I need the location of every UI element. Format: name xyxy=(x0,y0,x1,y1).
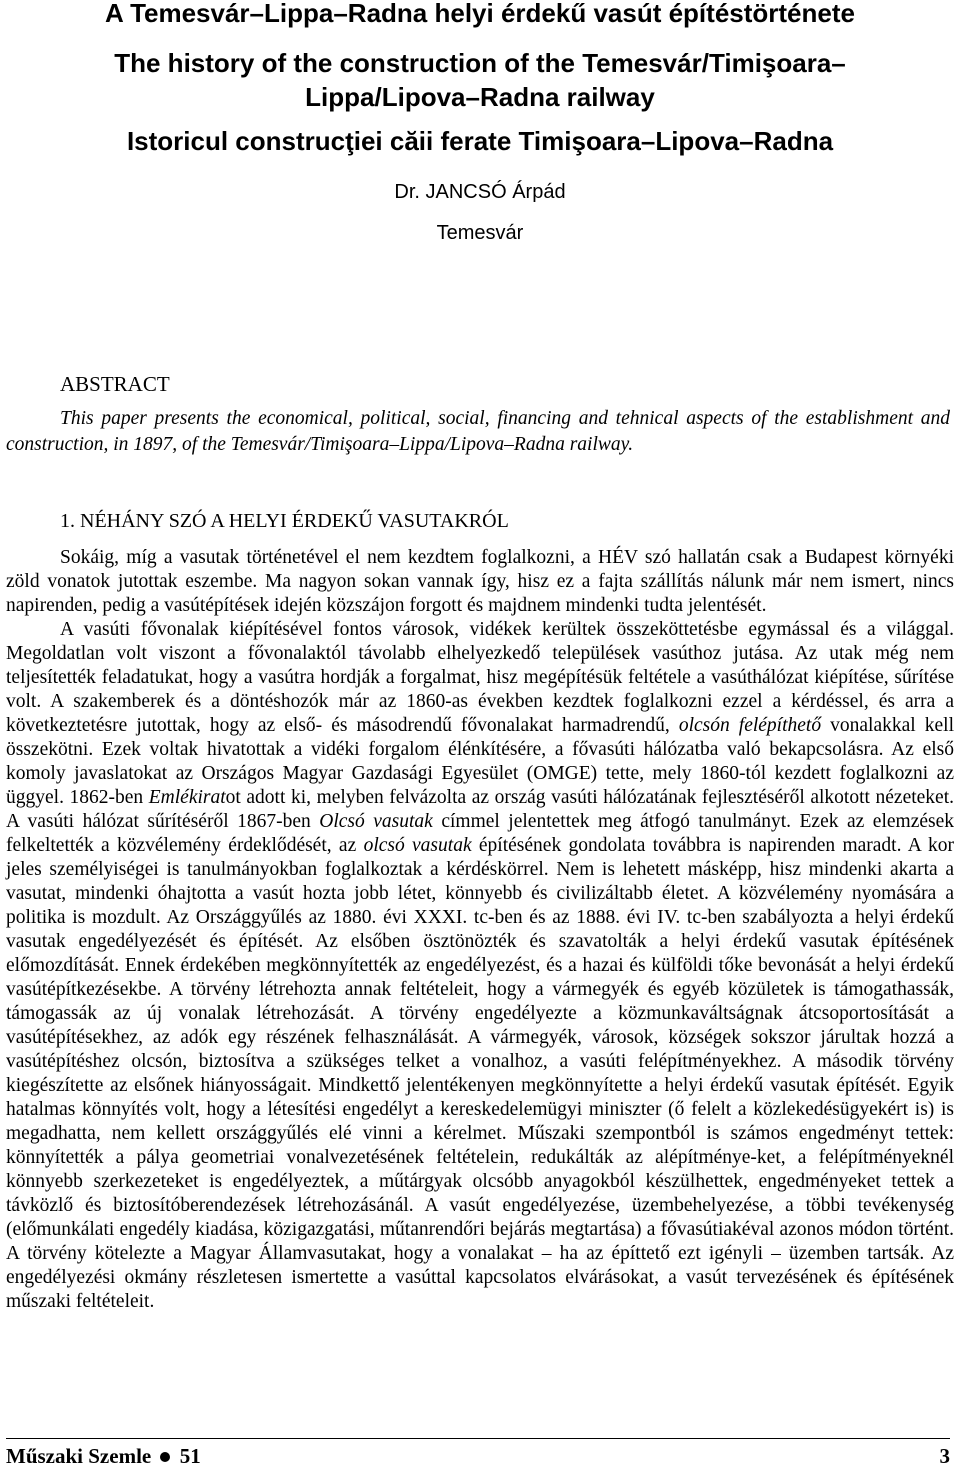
paragraph-2 xyxy=(6,618,954,1314)
section-heading: 1. NÉHÁNY SZÓ A HELYI ÉRDEKŰ VASUTAKRÓL xyxy=(60,510,509,532)
page-number: 3 xyxy=(939,1444,950,1468)
title-english-line-2: Lippa/Lipova–Radna railway xyxy=(305,82,655,112)
title-english xyxy=(0,46,960,114)
abstract-heading: ABSTRACT xyxy=(60,372,170,396)
paragraph-1: Sokáig, míg a vasutak történetével el nem kezdtem foglalkozni, a HÉV szó hallatán csak a Budapest környéki zöld vonatok jutottak eszembe. Ma nagyon sokan vannak így, hisz ez a fajta szállítás nálunk már nem ismert, nincs napirenden, pedig a vasútépítések idején közszájon forgott és majdnem mindenki tudta jelentését. xyxy=(6,547,954,616)
bullet-icon xyxy=(160,1452,170,1462)
title-english-line-1: The history of the construction of the Temesvár/Timişoara– xyxy=(114,48,846,78)
italic-term: olcsón felépíthető xyxy=(678,715,822,736)
paragraph-2-text: címmel jelentettek meg átfogó tanulmányt. Ezek az elemzések felkeltették a közvélemény érdeklődését, az xyxy=(6,811,954,856)
paragraph-2-text: építésének gondolata továbbra is napirenden maradt. A kor jeles személyiségei is tanulmányokban foglalkoztak a kérdéskörrel. Nem is lehetett másképp, hisz mindenki akarta a vasutat, mindenki óhajtotta a vasút hozta jobb létet, könnyebb és civilizáltabb életet. A közvélemény nyomására a politika is mozdult. Az Országgyűlés az 1880. évi XXXI. tc-ben és az 1888. évi IV. tc-ben szabályozta a helyi érdekű vasutak engedélyezését és építését. Az elsőben ösztönözték és szavatolták a helyi érdekű vasutak építésének előmozdítását. Ennek érdekében megkönnyítették az engedélyezést, és a hazai és külföldi tőke bevonását a helyi érdekű vasútépítkezésekbe. A törvény létrehozta annak feltételeit, hogy a vármegyék és egyéb közületek is támogathassák, támogassák az új vonalak létrehozását. A törvény engedélyezte a közmunkaváltságnak átcsoportosítását a vasútépítésekhez, az adók egy részének felhasználását. A vármegyék, városok, községek sokszor járultak hozzá a vasútépítéshez olcsón, biztosítva a szükséges telket a vonalhoz, a vasúti felépítményekhez. A második törvény kiegészítette az elsőnek hiányosságait. Mindkettő jelentékenyen megkönnyítette a helyi érdekű vasutak építését. Egyik hatalmas könnyítés volt, hogy a létesítési engedélyt a kereskedelemügyi miniszter (ő felelt a közlekedésügyekért is) is megadhatta, nem kellett országgyűlés elé vinni a kérelmet. Műszaki szempontból is számos engedményt tettek: könnyítették a pálya geometriai vonalvezetésének feltételein, redukálták az alépítménye-ket, a felépítményeknél könnyebb szerkezeteket is engedélyeztek, a műtárgyak olcsóbb anyagokból készülhettek, engedményeket tettek a távközlő és biztosítóberendezések létrehozásánál. A vasút engedélyezése, üzembehelyezése, a többi tevékenység (előmunkálati engedély kiadása, közigazgatási, műtanrendőri bejárás megtartása) a fővasútiakéval azonos módon történt. A törvény kötelezte a Magyar Államvasutakat, hogy a vonalakat – ha az építtető ezt igényli – üzemben tartsák. Az engedélyezési okmány részletesen ismertette a vasúttal kapcsolatos elvárásokat, a vasút tervezésének és építésének műszaki feltételeit. xyxy=(6,835,954,1312)
author-city: Temesvár xyxy=(436,222,524,244)
author: Dr. JANCSÓ Árpád xyxy=(394,181,566,203)
title-hungarian: A Temesvár–Lippa–Radna helyi érdekű vasút építéstörténete xyxy=(105,0,855,28)
paragraph-2-text: A vasúti fővonalak kiépítésével fontos városok, vidékek kerültek összeköttetésbe egymással és a világgal. Megoldatlan volt viszont a fővonalaktól távolabb elhelyezkedő települések vasúthoz jutása. Az utak még nem teljesítették feladatukat, hogy a vasútra hordják a forgalmat, hisz megépítésük feltétele a vasúthálózat kiépítése, sűrítése volt. A szakemberek és a döntéshozók már az 1860-as években kezdtek foglalkozni ezzel a kérdéssel, és arra a következtetésre jutottak, hogy az első- és másodrendű fővonalakat harmadrendű, xyxy=(6,619,954,736)
italic-term: olcsó vasutak xyxy=(363,835,472,856)
footer-journal xyxy=(6,1442,201,1470)
italic-term: Olcsó vasutak xyxy=(319,811,433,832)
body-text xyxy=(6,546,954,1314)
journal-issue: 51 xyxy=(179,1444,201,1468)
paragraph-2-text: vonalakkal kell összekötni. Ezek voltak hivatottak a vidéki forgalom élénkítésére, a fővasúti hálózatba való bekapcsolásra. Az első komoly javaslatokat az Országos Magyar Gazdasági Egyesület (OMGE) tette, mely 1860-tól kezdett foglalkozni az üggyel. 1862-ben xyxy=(6,715,955,808)
paragraph-2-text: ot adott ki, melyben felvázolta az ország vasúti hálózatának fejlesztéséről alkotott nézeteket. A vasúti hálózat sűrítéséről 1867-ben xyxy=(6,787,954,832)
italic-term: Emlékirat xyxy=(148,787,226,808)
footer-rule xyxy=(6,1438,950,1439)
title-romanian: Istoricul construcţiei căii ferate Timişoara–Lipova–Radna xyxy=(126,126,834,156)
journal-name: Műszaki Szemle xyxy=(6,1444,152,1468)
abstract-text: This paper presents the economical, political, social, financing and tehnical aspects of the establishment and construction, in 1897, of the Temesvár/Timişoara–Lippa/Lipova–Radna railway. xyxy=(6,408,950,455)
